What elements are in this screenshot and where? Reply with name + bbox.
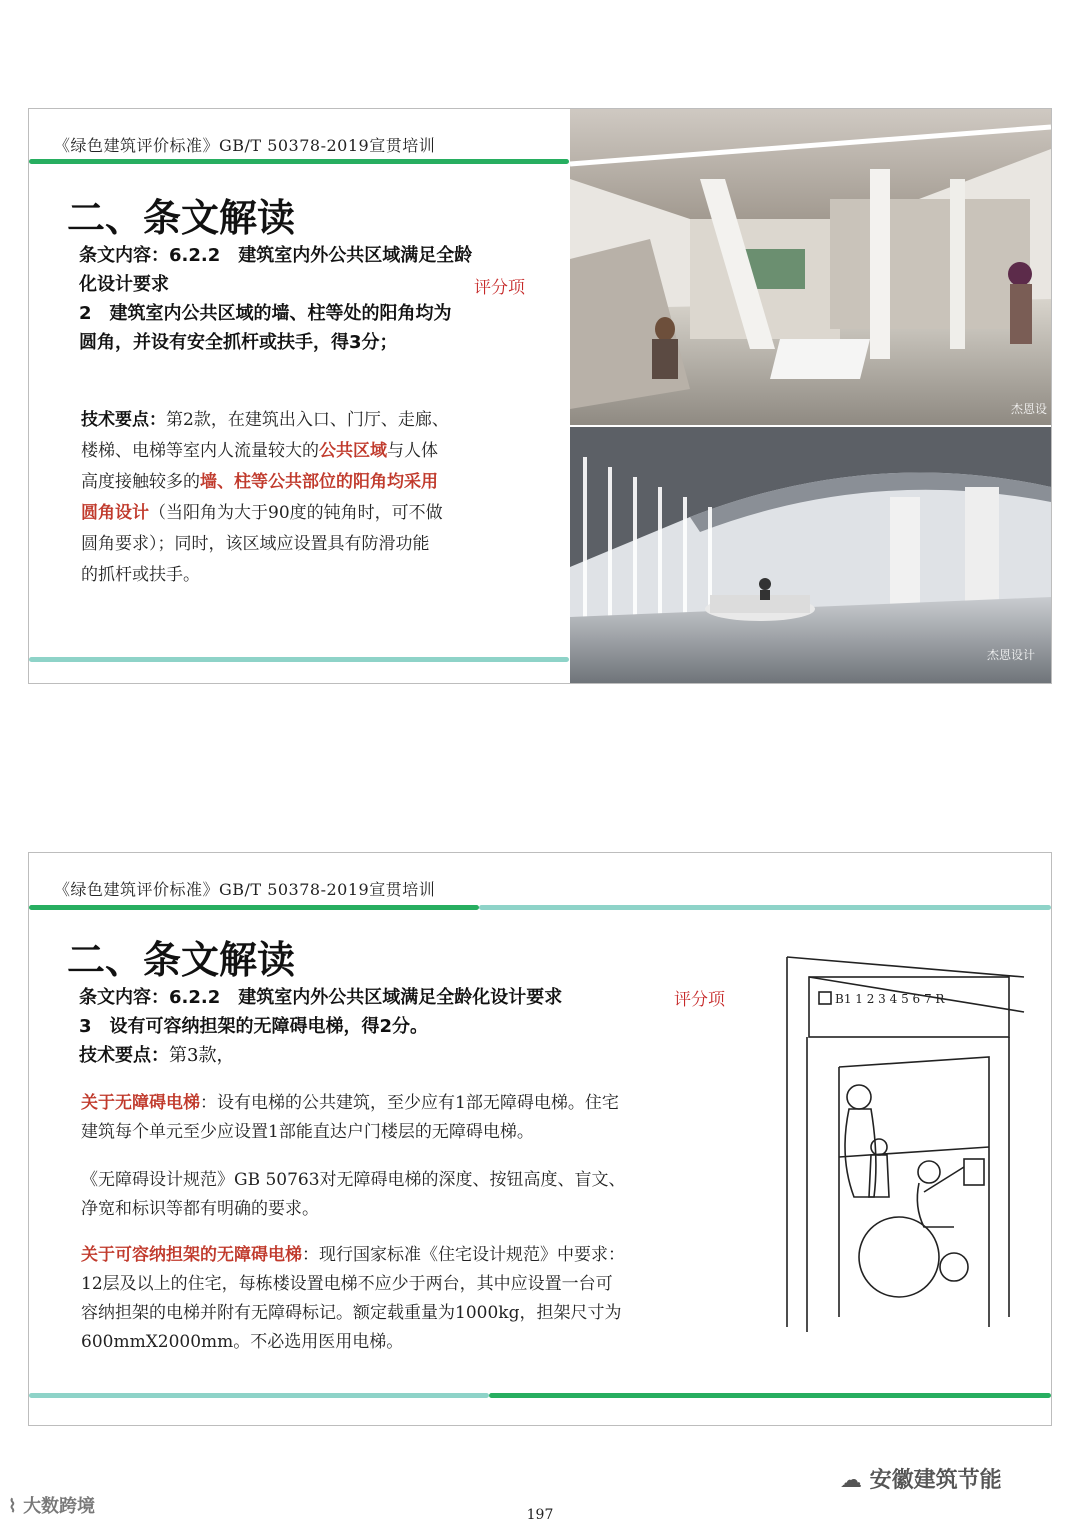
tech-points (81, 405, 551, 591)
section-title: 二、条文解读 (67, 196, 296, 240)
para-highlight: 关于无障碍电梯 (81, 1093, 200, 1113)
elevator-drawing (779, 937, 1041, 1337)
header-rule-right (479, 905, 1051, 910)
footer-rule (29, 657, 569, 662)
lobby-illustration (570, 427, 1051, 683)
scoring-badge: 评分项 (674, 990, 725, 1010)
tech-text: 与人体 (387, 441, 438, 461)
section-title: 二、条文解读 (67, 938, 296, 982)
tech-highlight: 圆角设计 (81, 503, 149, 523)
para-line: 《无障碍设计规范》GB 50763对无障碍电梯的深度、按钮高度、盲文、 (81, 1170, 626, 1190)
para-highlight: 关于可容纳担架的无障碍电梯 (81, 1245, 302, 1265)
tech-line (81, 467, 551, 498)
watermark-text: 大数跨境 (23, 1496, 96, 1517)
clause-line: 条文内容：6.2.2 建筑室内外公共区域满足全龄化设计要求 (79, 987, 563, 1008)
tech-text: 第3款， (169, 1045, 235, 1066)
item-line: 圆角，并设有安全抓杆或扶手，得3分； (79, 332, 398, 353)
tech-highlight: 公共区域 (319, 441, 387, 461)
para-line: 容纳担架的电梯并附有无障碍标记。额定载重量为1000kg，担架尺寸为 (81, 1303, 622, 1323)
scoring-badge: 评分项 (474, 278, 525, 298)
footer-rule-left (29, 1393, 489, 1398)
elevator-illustration (779, 937, 1041, 1337)
course-title: 《绿色建筑评价标准》GB/T 50378-2019宣贯培训 (54, 136, 436, 155)
para-text: ：现行国家标准《住宅设计规范》中要求： (302, 1245, 625, 1265)
tech-highlight: 墙、柱等公共部位的阳角均采用 (200, 472, 438, 492)
paragraph-accessible-elevator (81, 1089, 771, 1147)
atrium-photo (570, 109, 1051, 425)
footer-rule (489, 1393, 1051, 1398)
floor-indicator: B1 1 2 3 4 5 6 7 R (835, 992, 945, 1006)
photo-watermark: 杰恩设计 (986, 648, 1035, 662)
right-watermark (840, 1463, 1002, 1494)
paragraph-stretcher-elevator (81, 1241, 771, 1357)
clause-line: 化设计要求 (79, 274, 169, 295)
tech-text: （当阳角为大于90度的钝角时，可不做 (149, 503, 443, 523)
tech-line (81, 498, 551, 529)
slide-2 (28, 852, 1052, 1426)
para-line (81, 1241, 771, 1270)
watermark-logo-icon: ⌇ (8, 1496, 24, 1517)
tech-line (81, 405, 551, 436)
clause-text (79, 241, 472, 357)
header-rule (29, 905, 479, 910)
tech-line: 圆角要求）；同时，该区域应设置具有防滑功能 (81, 534, 430, 554)
slide-1 (28, 108, 1052, 684)
watermark-text: 安徽建筑节能 (869, 1468, 1002, 1493)
para-line: 600mmX2000mm。不必选用医用电梯。 (81, 1332, 404, 1352)
course-title: 《绿色建筑评价标准》GB/T 50378-2019宣贯培训 (54, 880, 436, 899)
atrium-illustration (570, 109, 1051, 425)
para-text: ：设有电梯的公共建筑，至少应有1部无障碍电梯。住宅 (200, 1093, 619, 1113)
clause-text (79, 983, 562, 1070)
wechat-icon: ☁ (840, 1468, 870, 1493)
item-line: 2 建筑室内公共区域的墙、柱等处的阳角均为 (79, 303, 452, 324)
header-rule (29, 159, 569, 164)
tech-line (81, 436, 551, 467)
lobby-photo (570, 427, 1051, 683)
tech-label: 技术要点： (81, 410, 166, 430)
para-line (81, 1089, 771, 1118)
photo-watermark: 杰恩设 (1010, 402, 1047, 416)
tech-label: 技术要点： (79, 1045, 169, 1066)
paragraph-standard (81, 1166, 771, 1224)
para-line: 建筑每个单元至少应设置1部能直达户门楼层的无障碍电梯。 (81, 1122, 534, 1142)
tech-line: 的抓杆或扶手。 (81, 565, 200, 585)
tech-text: 高度接触较多的 (81, 472, 200, 492)
page-number: 197 (526, 1507, 554, 1523)
tech-line (79, 1041, 562, 1070)
para-line: 12层及以上的住宅，每栋楼设置电梯不应少于两台，其中应设置一台可 (81, 1274, 613, 1294)
para-line: 净宽和标识等都有明确的要求。 (81, 1199, 319, 1219)
clause-line: 条文内容：6.2.2 建筑室内外公共区域满足全龄 (79, 245, 473, 266)
tech-text: 第2款，在建筑出入口、门厅、走廊、 (166, 410, 449, 430)
tech-text: 楼梯、电梯等室内人流量较大的 (81, 441, 319, 461)
item-line: 3 设有可容纳担架的无障碍电梯，得2分。 (79, 1016, 429, 1037)
